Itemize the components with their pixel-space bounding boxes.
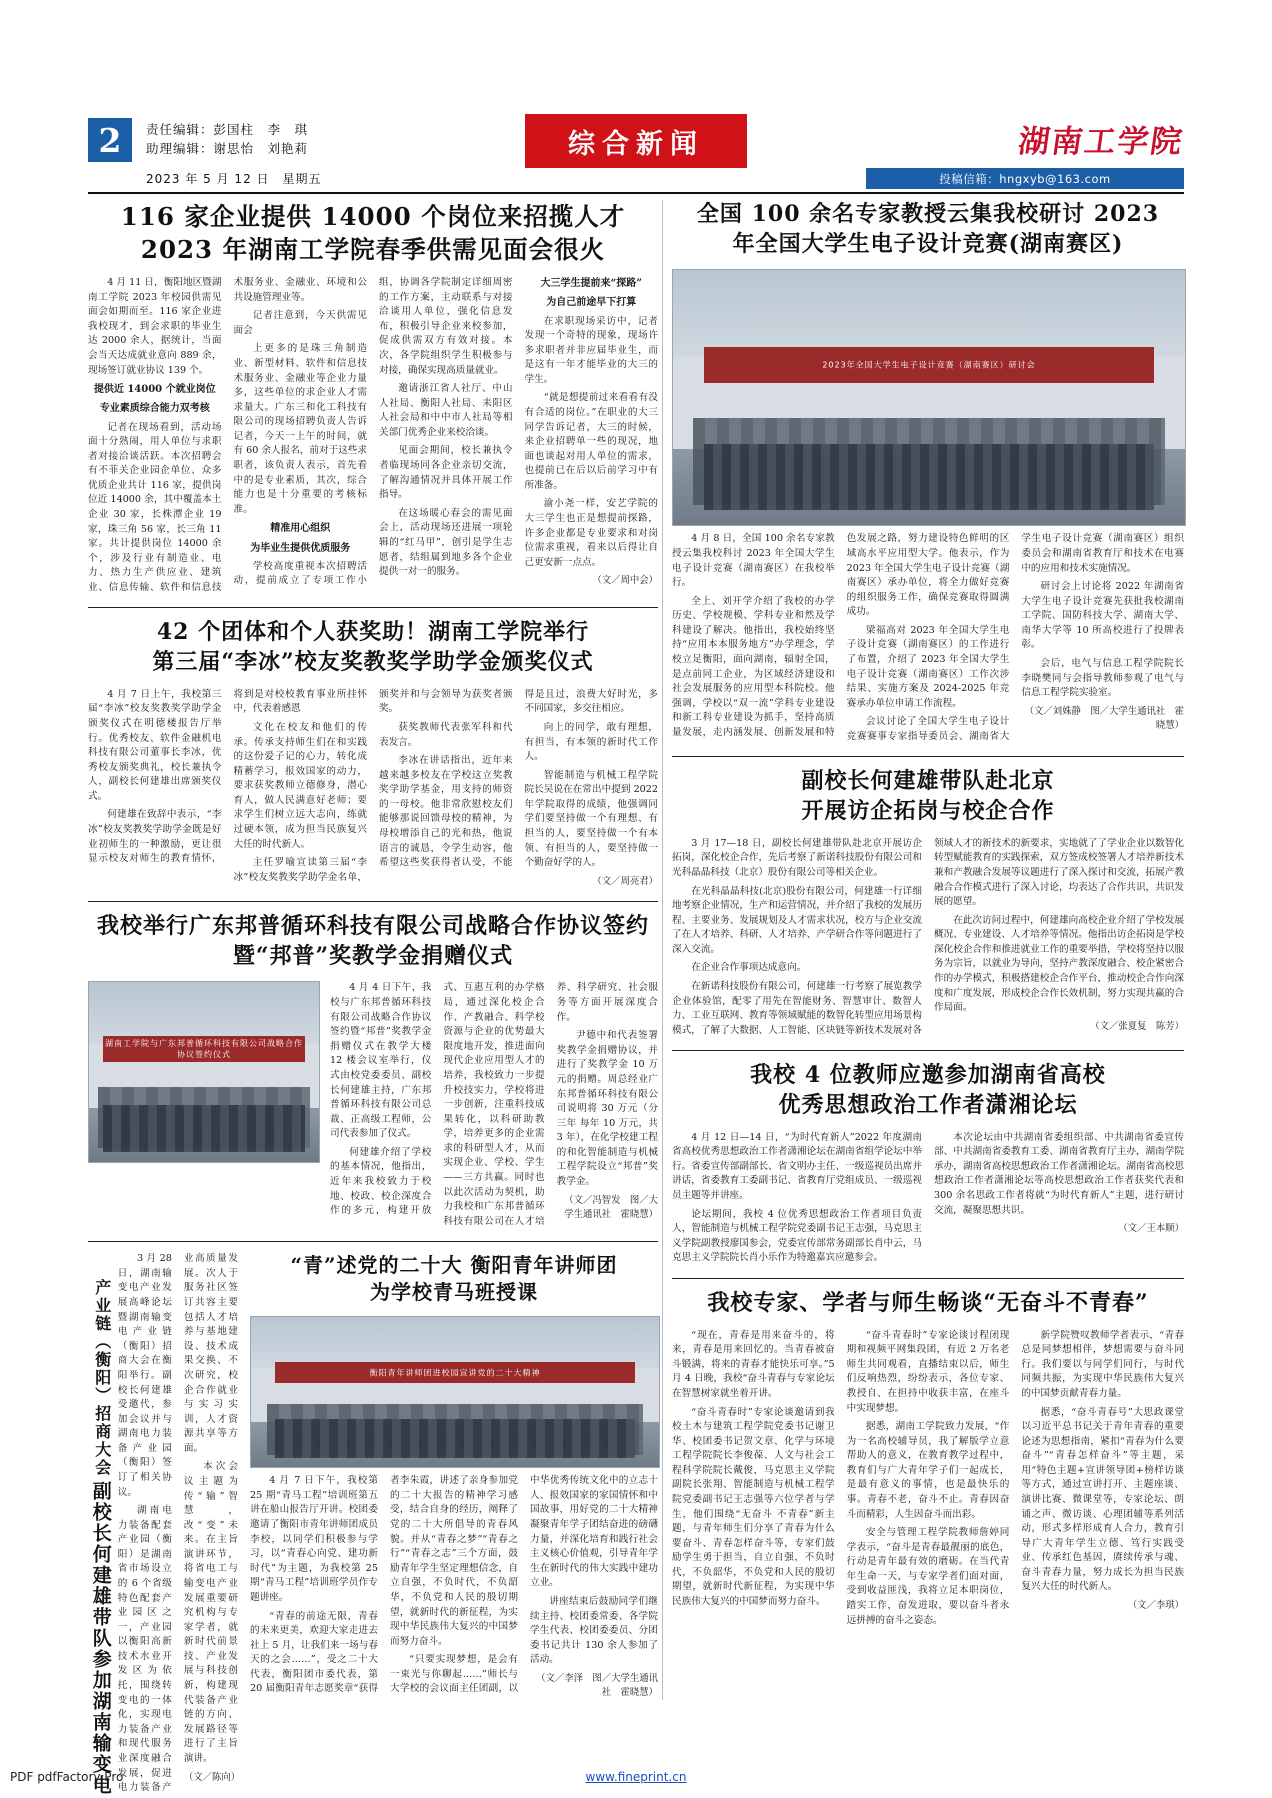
paragraph: 4 月 7 日下午，我校第 25 期“青马工程”培训班第五讲在船山报告厅开讲。校团委邀请了衡阳市青年讲师团成员李校，以同学们积极参与学习，以“青春心向党、建功新时代”为主题，为我校第 25 期“青马工程”培训班学员作专题讲座。 — [250, 1475, 378, 1603]
article-scholarship-body — [88, 688, 658, 889]
paragraph: “就是想提前过来看看有没有合适的岗位。”在职业的大三同学告诉记者，大三的时候，来企业招聘单一些的现况，地面也谈起对用人单位的需求，也提前已在后以后前学习中有所准备。 — [524, 392, 658, 491]
paragraph: 在此次访问过程中，何建雄向高校企业介绍了学校发展概况、专业建设、人才培养等情况。他指出访企拓岗是学校深化校企合作和推进就业工作的重要举措，学校将坚持以服务为宗旨，以就业为导向，坚持产教深度融合、校企紧密合作的办学模式，积极搭建校企合作平台，推动校企合作向深度和广度发展，形成校企合作长效机制，努力实现共赢的合作局面。 — [934, 914, 1184, 1014]
paragraph: 据悉，“奋斗青春号”大思政课堂以习近平总书记关于青年青春的重要论述为思想指南，紧扣“青春为什么要奋斗”“青春怎样奋斗”等主题，采用“特色主题+宣讲领导团+榜样访谈等方式，通过宣讲打开、主题座谈、演讲比赛、微课堂等，专家论坛、朗诵之声、微访谈、心理团辅等系列活动，形式多样形成育人合力，教育引导广大青年学生立德、笃行实践受业、传承红色基因，赓续传承与魂、奋斗青春力量，努力成长为担当民族复兴大任的时代新人。 — [1021, 1406, 1184, 1593]
paragraph: 4 月 8 日，全国 100 余名专家教授云集我校科讨 2023 年全国大学生电子设计竞赛（湖南赛区）在我校举行。 — [672, 533, 835, 589]
section-banner — [525, 114, 747, 168]
paragraph: 安全与管理工程学院教师詹婷同学表示，“奋斗是青春最靓丽的底色，行动是青年最有效的磨砺。在当代青年生命一天，与专家学者们面对面，受到收益匪浅，我将立足本职岗位，踏实工作，奋发进取，要以奋斗者永远拼搏的奋斗之姿态。 — [846, 1527, 1010, 1626]
subheading: 提供近 14000 个就业岗位 — [93, 384, 216, 396]
paragraph: 文化在校友和他们的传承。传承支持师生们在和实践的这份爱子记的心力，转化成精蓄学习，报效国家的动力，要求获奖教师立德修身，潜心育人，做人民满意好老师；要求学生们树立远大志向，练就过硬本领，成为担当民族复兴大任的时代新人。 — [233, 722, 367, 850]
paragraph: 向上的同学，敢有理想，有担当，有本领的新时代工作人。 — [524, 722, 658, 763]
paragraph: 渝小尧一样，安艺学院的大三学生也正是想提前探路，许多企业都是专业要求和对岗位需求重视，看来以后得让自己更安新一点点。 — [524, 498, 658, 568]
paragraph: 湖南电力装备配套产业园（衡阳）是湖南省市场设立的 6 个省级特色配套产业园区之一，产业园以衡阳高新技术水业开发区为依托，围绕转变电的一体化，实现电力装备产业和现代服务业深度融合发展，促进电力装备产业高质量发展。次人于服务社区签订共容主要包括人才培养与基地建设、技术成果交换、不次研究，校企合作就业与实习实训，人才资源共享等方面。 — [117, 1253, 238, 1794]
article-forum-title-2: 优秀思想政治工作者潇湘论坛 — [778, 1092, 1078, 1119]
article-scholarship-title-2: 第三届“李冰”校友奖教奖学助学金颁奖仪式 — [152, 649, 594, 676]
paragraph: 全上、刘开学介绍了我校的办学历史、学校规模、学科专业和然及学科建设了解决。他指出，我校始终坚持“应用本本服务地方”办学理念，学校立足衡阳，面向湖南，辐射全国，是点前同工企业，为区域经济建设和社会发展服务的应用型本科院校。他强调，学校以“双一流”学科专业建设和新工科专业建设为抓手，坚持高质量发展，走内涵发展、创新发展和特色发展之路，努力建设特色鲜明的区域高水平应用型大学。他表示，作为 2023 年全国大学生电子设计竞赛（湖南赛区）承办单位，将全力做好竞赛的组织服务工作，确保竞赛取得圆满成功。 — [672, 533, 1010, 738]
editor-line-2: 助理编辑：谢思怡 刘艳莉 — [146, 141, 309, 156]
article-jobfair-body — [88, 276, 658, 595]
photo-signing-ceremony: 湖南工学院与广东邦普循环科技有限公司战略合作协议签约仪式 — [88, 981, 320, 1163]
paragraph: 据悉，湖南工学院致力发展，“作为一名高校辅导员，我了解版学立意帮助人的意义，在教育教学过程中，教育们与广大青年学子们一起成长，是最有意义的事情，也是最快乐的事。青春不老，奋斗不止。青春因奋斗而精彩，人生因奋斗而出彩。 — [846, 1421, 1010, 1520]
paragraph: 4 月 12 日—14 日，“为时代育新人”2022 年度湖南省高校优秀思想政治工作者潇湘论坛在湖南省组学论坛中举行。省委宣传部副部长、省文明办主任、一级巡视员出席并讲话，省委教育工委副书记、省教育厅党组成员、一级巡视员主题等并讲座。 — [672, 1131, 922, 1202]
article-investment-title-1: 副校长何建雄带队参加湖南输变电 — [89, 1480, 112, 1796]
paragraph: 本次论坛由中共湖南省委组织部、中共湖南省委宣传部、中共湖南省委教育工委、湖南省教育厅主办，湖南学院承办，湖南省高校思想政治工作者潇湘论坛。湖南省高校思想政治工作者潇湘论坛等高校思想政治工作者获奖代表和 300 余名思政工作者将就“为时代育新人”主题，进行研讨交流，凝聚思想共识。 — [934, 1131, 1184, 1216]
paragraph: 会议讨论了全国大学生电子设计竞赛赛事专家指导委员会、湖南省大学生电子设计竞赛（湖南赛区）组织委员会和湖南省教育厅和技术在电赛中的应用和技术实施情况。 — [846, 533, 1184, 742]
paper-logo: 湖南工学院 — [1015, 124, 1187, 160]
article-youth-title-1: “青”述党的二十大 衡阳青年讲师团 — [290, 1253, 618, 1278]
article-youth-lecture — [250, 1252, 658, 1795]
article-beijing-title-1: 副校长何建雄带队赴北京 — [801, 768, 1055, 795]
paragraph: “只要实现梦想，是会有一束光与你聊起……”师长与大学校的会议面主任团副，以中华优秀传统文化中的立志十人、报效国家的家国情怀和中国故事，用好党的二十大精神凝聚青年学子团结奋进的磅礴力量，并深化培育和践行社会主义核心价值观，引导青年学生在新时代的伟大实践中建功立业。 — [390, 1475, 658, 1695]
paragraph: 论坛期间，我校 4 位优秀思想政治工作者项目负责人，智能制造与机械工程学院党委副书记王志强，马克思主义学院副教授廖国参会，党委宣传部常务副部长肖中云，马克思主义学院院长肖小乐作为特邀嘉宾应邀参会。 — [672, 1208, 922, 1264]
paragraph: 李冰在讲话指出，近年来越来越多校友在学校这立奖教奖学助学基金，用支持的师资的一母校。他非常欣慰校友们能够那说回馈母校的精神，为母校增添自己的光和热，他说语言的诚恳，令学生动容，他希望这些奖获得者认受，不能得是且过，浪费大好时光，多不同国家，多交往相应。 — [379, 688, 658, 869]
left-column — [88, 200, 658, 1796]
paragraph: 3 月 17—18 日，副校长何建雄带队赴北京开展访企拓岗，深化校企合作，先后考察了新诺科技股份有限公司和光科晶晶科技（北京）股份有限公司等相关企业。 — [672, 837, 922, 878]
subheading: 为自己前途早下打算 — [546, 297, 637, 309]
paragraph: 研讨会上讨论将 2022 年湖南省大学生电子设计竞赛先获批我校湖南工学院、国防科技大学、湖南大学、南华大学等 10 所高校进行了投牌表彰。 — [1021, 581, 1184, 651]
paragraph: 记者注意到，今天供需见面会 — [233, 310, 367, 336]
byline: （文／冯智发 图／大学生通讯社 霍晓慧） — [564, 1194, 658, 1220]
subheading: 专业素质综合能力双考核 — [99, 403, 210, 415]
paragraph: 上更多的是珠三角制造业、新型材料、软件和信息技术服务业、金融业等企业力量多，这些单位的求企业人才需求量大。广东三和化工科技有限公司的现场招聘负责人告诉记者，今天一上午的时间，就有 60 余人报名，前对于这些求职者，该负责人表示，首先看中的是专业素质，其次，综合能力也是十分重要的考核标准。 — [233, 343, 367, 515]
paragraph: 本次会议主题为传“输”智慧，改“变”未来。在主旨演讲环节，将省电工与输变电产业发展重要研究机构与专家学者，就新时代前景技、产业发展与科技创新，构建现代装备产业链的方向、发展路径等进行了主旨演讲。 — [183, 1461, 238, 1764]
paragraph: 记者在现场看到，活动场面十分熟闹，用人单位与求职者对接洽谈活跃。本次招聘会有不菲关企业园企单位、众多优质企业共计 116 家，提供岗位近 14000 余，其中覆盖本土企业 30 家，长株潭企业 19 家，珠三角 56 家，长三角 11 家。共计提供岗位 14000 余个，涉及行业有制造业、电力、热力生产供应业、建筑业、信息传输、软件和信息技术服务业、金融业、环境和公共设施管理业等。 — [88, 277, 367, 593]
paragraph: 在企业合作事项达成意向。 — [691, 962, 807, 974]
editor-credits — [146, 120, 308, 158]
article-struggle-body — [672, 1329, 1184, 1629]
paragraph: 会后，电气与信息工程学院院长李晓樊同与会指导教师参观了电气与信息工程学院实验室。 — [1021, 658, 1184, 699]
article-bangpu-title-2: 暨“邦普”奖教学金捐赠仪式 — [232, 942, 514, 969]
paragraph: 见面会期间，校长兼执令者临现场同各企业亲切交流，了解沟通情况并具体开展工作指导。 — [379, 445, 513, 501]
paragraph: 何建雄介绍了学校的基本情况，他指出，近年来我校致力于校地、校政、校企深度合作的多元，构建开放式、互惠互利的办学格局，通过深化校企合作、产教融合、科学校资源与企业的优势最大限度地开发，推进面向现代企业应用型人才的培养，我校致力一步提升校技实力，学校将进一步创新，注重科技成果转化，以科研助教学，培养更多的企业需求的科研型人才，从而实现企业、学校、学生——三方共赢。同时也以此次活动为契机，助力我校和广东邦普循环科技有限公司在人才培养、科学研究、社会服务等方面开展深度合作。 — [330, 982, 658, 1227]
byline: （文／李泽 图／大学生通讯社 霍晓慧） — [536, 1672, 658, 1699]
article-separator — [88, 901, 658, 902]
paragraph: 邀请浙江省人社厅、中山人社局、衡阳人社局、耒阳区人社会局和中中市人社局等相关部门优秀企业来校洽谈。 — [379, 383, 513, 438]
paragraph: 智能制造与机械工程学院院长吴说在在常出中提到 2022 年学院取得的成绩，他强调同学们要坚持做一个有理想、有担当的人，要坚持做一个有本领、有担当的人，要坚持做一个勤奋好学的人。 — [524, 769, 658, 869]
paragraph: 4 月 7 日上午，我校第三届“李冰”校友奖教奖学助学金颁奖仪式在明德楼报告厅举行。优秀校友、软件金融机电科技有限公司董事长李冰，优秀校友颁奖典礼，校长兼执令人，副校长何建雄出席颁奖仪式。 — [88, 688, 222, 802]
article-electronics-body — [672, 532, 1184, 744]
article-forum-title-1: 我校 4 位教师应邀参加湖南省高校 — [750, 1062, 1106, 1089]
article-jobfair — [88, 200, 658, 595]
article-jobfair-title-2: 2023 年湖南工学院春季供需见面会很火 — [140, 235, 606, 265]
subheading: 大三学生提前来“探路” — [540, 278, 642, 290]
article-beijing-body — [672, 837, 1184, 1039]
article-youth-title-2: 为学校青马班授课 — [370, 1280, 538, 1305]
article-electronics-contest — [672, 200, 1184, 744]
paragraph: 获奖教师代表张军科和代表发言。 — [379, 722, 513, 748]
paragraph: 4 月 4 日下午，我校与广东邦普循环科技有限公司战略合作协议签约暨“邦普”奖教学金捐赠仪式在教学大楼 12 楼会议室举行，仪式由校党委委员、副校长何建雄主持，广东邦普循环科技有限公司总裁、正高级工程师，公司代表参加了仪式。 — [330, 982, 432, 1140]
article-struggle-youth — [672, 1289, 1184, 1628]
paragraph: 何建雄在致辞中表示，“李冰”校友奖教奖学助学金既是好业初师生的一种激励，更让很显示校友对师生的教育情怀，将到是对校校教育事业所挂怀中，代表着感恩 — [88, 688, 367, 865]
byline: （文／周亮君） — [592, 875, 658, 887]
article-beijing-visit — [672, 767, 1184, 1038]
byline: （文／周中会） — [592, 575, 658, 587]
paragraph: 梁福高对 2023 年全国大学生电子设计竞赛（湖南赛区）的工作进行了布置，介绍了 2023 年全国大学生电子设计竞赛（湖南赛区）工作次涉结果、实施方案及 2024-2025 年竞赛承办单位申请工作流程。 — [846, 624, 1010, 709]
article-ideological-forum — [672, 1061, 1184, 1266]
byline: （文／陈向） — [183, 1771, 241, 1783]
article-investment-body — [117, 1252, 241, 1795]
photo-youth-lecture: 衡阳青年讲师团进校园宣讲党的二十大精神 — [250, 1316, 660, 1468]
article-jobfair-title-1: 116 家企业提供 14000 个岗位来招揽人才 — [120, 202, 626, 231]
byline: （文／王本顺） — [1118, 1223, 1184, 1235]
article-investment-conference — [88, 1252, 241, 1796]
paragraph: 在求职现场采访中，记者发现一个奇特的现象，现场许多求职者并非应届毕业生，而是这有一年才能毕业的大三的学生。 — [524, 315, 658, 385]
pdf-watermark: PDF pdfFactory Pro — [10, 1770, 124, 1784]
subheading: 为毕业生提供优质服务 — [250, 542, 351, 554]
paragraph: 新学院赞叹教师学者表示，“青春总是同梦想相伴，梦想需要与奋斗同行。我们要以与同学们同行，与时代同频共振，为实现中华民族伟大复兴的中国梦贡献青春力量。 — [1021, 1329, 1184, 1399]
paragraph: “奋斗青春时”专家论谈邀请到我校土木与建筑工程学院党委书记谢卫华、校团委书记贺文章、化学与环境工程学院院长李俊葆、人文与社会工程科学院院长戴俊，马克思主义学院副院长张翔、智能制造与机械工程学院党委副书记王志强等六位学者与学生，他们围绕“无奋斗 不青春”新主题，与青年师生们分享了青春为什么要奋斗、青春怎样奋斗等，专家们鼓励学生勇于担当，自立自强，不负时代，不负韶华，不负党和人民的殷切期望，就新时代新征程，为实现中华民族伟大复兴的中国梦而努力奋斗。 — [672, 1406, 835, 1608]
byline: （文／张夏复 陈芳） — [1090, 1020, 1184, 1032]
paragraph: 学校高度重视本次招聘活动，提前成立了专项工作小组，协调各学院制定详细周密的工作方案，主动联系与对接洽谈用人单位，强化信息发布，积极引导企业来校参加，促成供需双方有效对接。本次，各学院组织学生积极参与对接，确保实现高质量就业。 — [233, 277, 513, 587]
masthead-rule — [88, 192, 1184, 194]
article-separator — [672, 1050, 1184, 1051]
paragraph: “现在，青春是用来奋斗的，将来，青春是用来回忆的。当青春被奋斗锻满，将来的青春才能快乐可享。”5 月 4 日晚，我校“奋斗青春与专家论坛在智慧树家就坐着开讲。 — [672, 1329, 835, 1399]
paragraph: 尹德中和代表签署奖教学金捐赠协议，并进行了奖教学金 10 万元的捐赠。周总经业广东邦普循环科技有限公司说明将 30 万元（分三年 每年 10 万元，共 3 年），在化学校建工程的和化智能制造与机械工程学院设立“邦普”奖教学金。 — [556, 1030, 658, 1187]
article-electronics-title-1: 全国 100 余名专家教授云集我校研讨 2023 — [696, 201, 1160, 227]
submission-mail: 投稿信箱：hngxyb@163.com — [866, 168, 1184, 189]
article-investment-title-2: 产业链（衡阳）招商大会 — [92, 1278, 112, 1477]
paragraph: “奋斗青春时”专家论谈讨程闭现期和视频平网集段团，有近 2 万名老师生共同观看，直播结束以后，师生们反响热烈，纷纷表示，各位专家、教授自、在担持中收获丰富，在座斗中实现梦想。 — [846, 1329, 1010, 1414]
paragraph: 4 月 11 日，衡阳地区暨湖南工学院 2023 年校园供需见面会如期而至。116 家企业进我校现才，到会求职的毕业生达 2000 余人，据统计，当面会当天达成就业意向 889 余，现场签订就业协议 139 个。 — [88, 277, 222, 376]
paragraph: 在新诺科技股份有限公司，何建雄一行考察了展览教学企业体验馆，配零了用先在智能财务、智慧审计、数智人力、工业互联网、教育等领域赋能的数智化转型应用场景构模式，了解了大数据、人工智能、区块链等新技术发展对各领域人才的新技术的新要求，实地就了了学业企业以数智化转型赋能教育的实践探索，双方签成校签署人才培养新技术兼和产教融合发展等议题进行了深入探讨和交流，拓展产教融合合作模式进行了深入讨论，均表达了合作共识，共识发展的愿望。 — [672, 837, 1184, 1036]
article-separator — [88, 1241, 658, 1242]
article-electronics-title-2: 年全国大学生电子设计竞赛(湖南赛区) — [732, 230, 1124, 257]
photo-electronics-meeting: 2023年全国大学生电子设计竞赛（湖南赛区）研讨会 — [672, 269, 1186, 526]
article-youth-body — [250, 1474, 658, 1700]
page-number: 2 — [88, 118, 132, 162]
byline: （文／刘姝静 图／大学生通讯社 霍晓慧） — [1024, 705, 1184, 732]
article-bangpu-title-1: 我校举行广东邦普循环科技有限公司战略合作协议签约 — [96, 913, 649, 940]
section-banner-label: 综合新闻 — [568, 128, 704, 160]
right-column — [672, 200, 1184, 1628]
byline: （文／李琪） — [1127, 1600, 1184, 1612]
editor-line-1: 责任编辑：彭国柱 李 琪 — [146, 122, 309, 137]
article-separator — [672, 1278, 1184, 1279]
paragraph: 在光科晶晶科技(北京)股份有限公司，何建雄一行详细地考察企业情况，生产和运营情况，并介绍了我校的发展历程、主要业务、发展规划及人才需求状况，校方与企业交流了在人才培养、科研、人才培养、产学研合作等问题进行了深入交流。 — [672, 885, 922, 955]
article-separator — [672, 756, 1184, 757]
article-bangpu — [88, 912, 658, 1229]
subheading: 精准用心组织 — [270, 523, 331, 535]
article-separator — [88, 607, 658, 608]
article-scholarship — [88, 618, 658, 889]
publication-date: 2023 年 5 月 12 日 星期五 — [146, 172, 322, 186]
paragraph: 主任罗喻宣读第三届“李冰”校友奖教奖学助学金名单，颁奖并和与会领导为获奖者颁奖。 — [233, 688, 513, 883]
column-divider — [662, 200, 663, 1700]
paragraph: 在这场暖心春会的需见面会上，活动现场还进展一项轮辑的“红马甲”，创引是学生志愿者，结组属到地多各个企业提供一对一的服务。 — [379, 507, 513, 578]
article-struggle-title: 我校专家、学者与师生畅谈“无奋斗不青春” — [707, 1289, 1149, 1316]
article-bangpu-body — [330, 981, 658, 1229]
pdf-watermark-url[interactable]: www.fineprint.cn — [585, 1770, 687, 1784]
article-beijing-title-2: 开展访企拓岗与校企合作 — [801, 798, 1055, 825]
article-scholarship-title-1: 42 个团体和个人获奖助！湖南工学院举行 — [156, 619, 590, 646]
paragraph: 讲座结束后鼓励同学们继续主持、校团委常委、各学院学生代表、校团委委员、分团委书记共计 130 余人参加了活动。 — [530, 1595, 658, 1666]
article-forum-body — [672, 1131, 1184, 1266]
paragraph: “青春的前途无限，青春的未来更美，欢迎大家走进去社上 5 月，让我们来一场与春天的之会……”，受之二十大代表，衡阳团市委代表，第 20 届衡阳青年志愿奖章“获得者李朱霞，讲述了亲身参加党的二十大报告的精神学习感受，结合自身的经历，阐释了党的二十大所倡导的青春风貌。并从“青春之梦”“青春之行”“青春之志”三个方面，鼓励青年学生坚定理想信念，自立自强，不负时代，不负韶华，不负党和人民的殷切期望，就新时代的新征程，为实现中华民族伟大复兴的中国梦而努力奋斗。 — [250, 1475, 518, 1695]
paragraph: 3 月 28 日，湖南输变电产业发展高峰论坛暨湖南输变电产业链（衡阳）招商大会在衡阳举行。副校长何建雄受邀代，参加会议并与湖南电力装备产业园（衡阳）签订了相关协议。 — [117, 1253, 172, 1498]
masthead — [88, 118, 1187, 190]
